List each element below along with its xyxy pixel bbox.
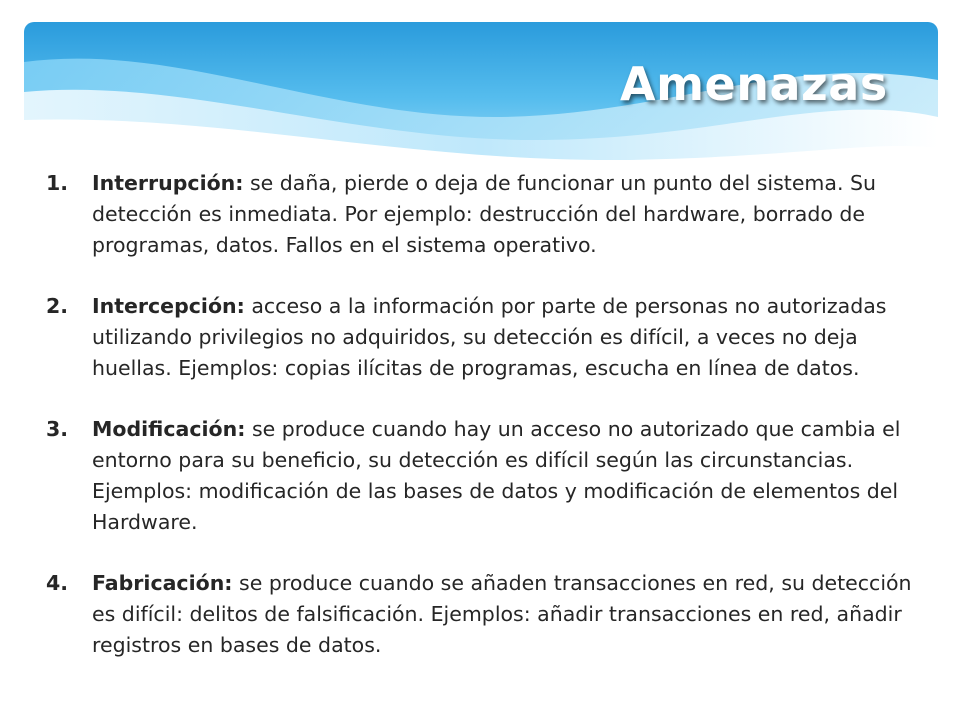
item-term: Modificación: <box>92 417 246 441</box>
item-number: 4. <box>46 571 69 595</box>
item-description: acceso a la información por parte de personas no autorizadas utilizando privilegios no adquiridos, su detección es difícil, a veces no deja huellas. Ejemplos: copias ilícitas de programas, escucha en línea de datos. <box>92 294 887 380</box>
slide-title: Amenazas <box>620 57 888 111</box>
item-description: se produce cuando se añaden transacciones en red, su detección es difícil: delitos de falsificación. Ejemplos: añadir transacciones en red, añadir registros en bases de datos. <box>92 571 912 657</box>
list-item <box>46 291 916 384</box>
list-item <box>46 168 916 261</box>
list-item <box>46 414 916 538</box>
item-term: Fabricación: <box>92 571 233 595</box>
item-number: 1. <box>46 171 69 195</box>
item-term: Interrupción: <box>92 171 244 195</box>
threat-list <box>46 168 916 691</box>
item-number: 2. <box>46 294 69 318</box>
list-item <box>46 568 916 661</box>
item-description: se produce cuando hay un acceso no autorizado que cambia el entorno para su beneficio, su detección es difícil según las circunstancias. Ejemplos: modificación de las bases de datos y modificación de elementos del Hardware. <box>92 417 901 534</box>
item-description: se daña, pierde o deja de funcionar un punto del sistema. Su detección es inmediata. Por ejemplo: destrucción del hardware, borrado de programas, datos. Fallos en el sistema operativo. <box>92 171 877 257</box>
item-number: 3. <box>46 417 69 441</box>
item-term: Intercepción: <box>92 294 245 318</box>
